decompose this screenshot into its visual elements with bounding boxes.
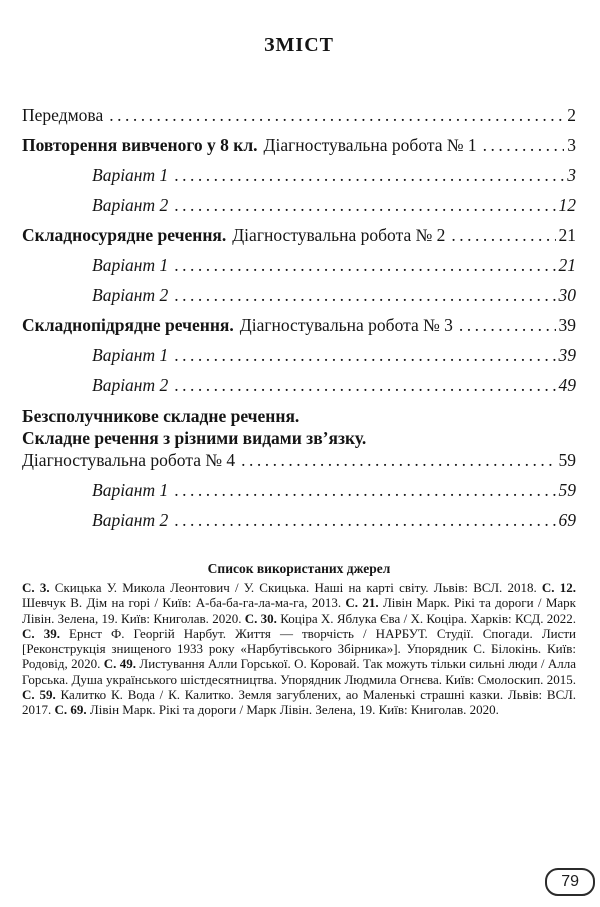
toc-entry-label: Варіант 1 (92, 255, 169, 275)
toc-entry (22, 375, 576, 396)
toc-entry (22, 195, 576, 216)
dot-leader (483, 135, 565, 156)
contents-page (0, 34, 600, 718)
toc-entry-page: 12 (558, 195, 576, 215)
toc-entry-page: 59 (558, 450, 576, 470)
page-number-badge: 79 (545, 868, 595, 896)
toc-entry (22, 450, 576, 471)
dot-leader (174, 480, 555, 501)
sources-paragraph: С. 3. Скицька У. Микола Леонтович / У. Скицька. Наші на карті світу. Львів: ВСЛ. 2018. С. 12. Шевчук В. Дім на горі / Київ: А-ба-ба-га-ла-ма-га, 2013. С. 21. Лівін Марк. Рікі та дороги / Марк Лівін. Зелена, 19. Київ: Книголав. 2020. С. 30. Коціра Х. Яблука Єва / Х. Коціра. Харків: КСД. 2022. С. 39. Ернст Ф. Георгій Нарбут. Життя — творчість / НАРБУТ. Студії. Спогади. Листи [Реконструкція знищеного 1933 року «Нарбутівського Збірника»]. Упорядник С. Білокінь. Київ: Родовід, 2020. С. 49. Листування Алли Горської. О. Коровай. Так можуть тільки сильні люди / Алла Горська. Душа українського шістдесятництва. Упорядник Людмила Огнєва. Київ: Смолоскип. 2015. С. 59. Калитко К. Вода / К. Калитко. Земля загублених, ао Маленькі страшні казки. Львів: ВСЛ. 2017. С. 69. Лівін Марк. Рікі та дороги / Марк Лівін. Зелена, 19. Київ: Книголав. 2020. (22, 580, 577, 718)
toc-entry-label: Варіант 2 (92, 510, 169, 530)
toc-entry-page: 39 (558, 315, 576, 335)
page-title: ЗМІСТ (264, 34, 334, 56)
toc-entry-label: Діагностувальна робота № 2 (232, 225, 446, 245)
sources-section (22, 561, 576, 718)
toc-entry-page: 49 (558, 375, 576, 395)
toc-entry-label: Діагностувальна робота № 4 (22, 450, 236, 470)
dot-leader (459, 315, 556, 336)
toc-entry-page: 3 (567, 165, 576, 185)
dot-leader (174, 255, 555, 276)
toc-entry (22, 105, 576, 126)
toc-entry (22, 135, 576, 156)
toc-entry-page: 39 (558, 345, 576, 365)
toc-entry-label: Варіант 1 (92, 345, 169, 365)
toc-entry-multiline (22, 405, 576, 471)
toc-section-title: Повторення вивченого у 8 кл. (22, 135, 258, 155)
toc-section-title-line: Складне речення з різними видами зв’язку. (22, 428, 367, 448)
toc-entry-label: Варіант 2 (92, 195, 169, 215)
toc-entry (22, 285, 576, 306)
dot-leader (174, 165, 564, 186)
toc-entry-label: Передмова (22, 105, 104, 125)
toc-entry-page: 30 (558, 285, 576, 305)
toc-entry-label: Варіант 2 (92, 285, 169, 305)
toc-entry (22, 510, 576, 531)
toc-entry-page: 21 (558, 225, 576, 245)
dot-leader (109, 105, 564, 126)
table-of-contents (22, 105, 576, 531)
toc-entry (22, 480, 576, 501)
sources-heading: Список використаних джерел (207, 561, 391, 576)
toc-entry-page: 21 (558, 255, 576, 275)
toc-entry-page: 3 (567, 135, 576, 155)
dot-leader (451, 225, 555, 246)
toc-entry-label: Діагностувальна робота № 3 (239, 315, 453, 335)
dot-leader (241, 450, 555, 471)
dot-leader (174, 345, 555, 366)
toc-entry-label: Варіант 2 (92, 375, 169, 395)
toc-entry-page: 69 (558, 510, 576, 530)
toc-section-title-line: Безсполучникове складне речення. (22, 406, 300, 426)
dot-leader (174, 285, 555, 306)
toc-entry (22, 345, 576, 366)
toc-entry (22, 315, 576, 336)
dot-leader (174, 510, 555, 531)
toc-entry-label: Варіант 1 (92, 480, 169, 500)
toc-entry (22, 225, 576, 246)
dot-leader (174, 195, 555, 216)
toc-entry (22, 255, 576, 276)
dot-leader (174, 375, 555, 396)
toc-entry-page: 59 (558, 480, 576, 500)
toc-entry (22, 165, 576, 186)
toc-entry-label: Варіант 1 (92, 165, 169, 185)
toc-section-title: Складнопідрядне речення. (22, 315, 234, 335)
toc-entry-page: 2 (567, 105, 576, 125)
toc-section-title: Складносурядне речення. (22, 225, 227, 245)
toc-entry-label: Діагностувальна робота № 1 (263, 135, 477, 155)
